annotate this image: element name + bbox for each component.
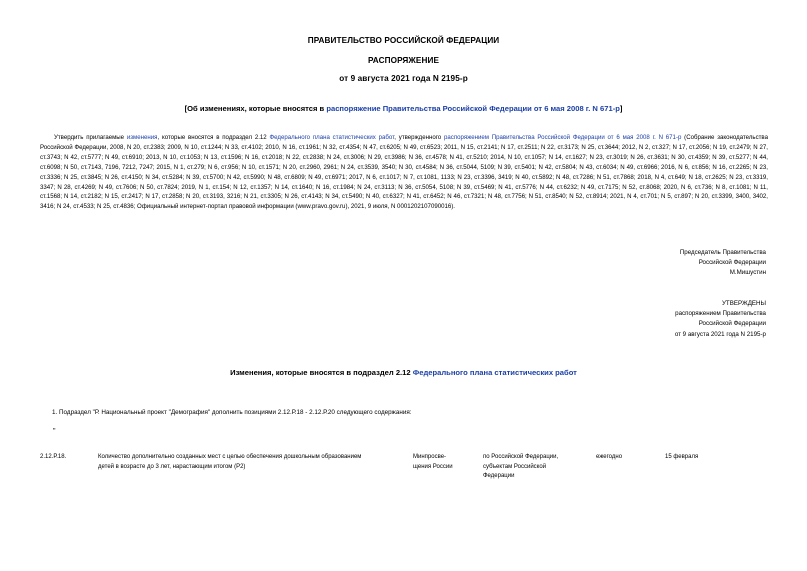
signature-line-2: Российской Федерации [698,259,766,267]
approved-line-1: УТВЕРЖДЕНЫ [722,300,766,307]
body-paragraph [40,133,768,212]
row-level [483,453,583,482]
section-title-text: Изменения, которые вносятся в подраздел 2.12 [230,368,413,377]
row-level-line-1: по Российской Федерации, [483,454,559,460]
document-org: ПРАВИТЕЛЬСТВО РОССИЙСКОЙ ФЕДЕРАЦИИ [307,36,500,45]
signature-line-3: М.Мишустин [729,269,766,277]
title-prefix: [Об изменениях, которые вносятся в [184,104,327,113]
order-671-link[interactable]: распоряжением Правительства Российской Федерации от 6 мая 2008 г. N 671-р [444,134,682,141]
row-description-line-1: Количество дополнительно созданных мест с целью обеспечения дошкольным образованием [98,454,362,460]
body-text-a: Утвердить прилагаемые [54,134,127,141]
row-agency [413,453,473,472]
row-level-line-3: Федерации [483,473,515,480]
body-text-c: , утвержденного [394,134,444,141]
approved-line-2: распоряжением Правительства [675,310,766,318]
row-deadline: 15 февраля [665,454,699,460]
row-agency-line-2: щения России [413,463,453,470]
document-type: РАСПОРЯЖЕНИЕ [367,56,440,65]
row-code: 2.12.Р.18. [40,454,67,460]
section-plan-link[interactable]: Федерального плана статистических работ [412,368,577,377]
document-title [0,104,807,113]
signature-block [516,248,766,279]
opening-quote: " [53,428,56,435]
item-1-text: 1. Подраздел "Р. Национальный проект "Демография" дополнить позициями 2.12.Р.18 - 2.12.Р.20 следующего содержания: [52,409,412,416]
changes-link[interactable]: изменения [126,134,158,141]
row-level-line-2: субъектам Российской [483,463,547,470]
title-link[interactable]: распоряжение Правительства Российской Федерации от 6 мая 2008 г. N 671-р [326,104,620,113]
section-title [0,368,807,377]
approved-line-3: Российской Федерации [698,320,766,328]
row-description-line-2: детей в возрасте до 3 лет, нарастающим итогом (Р2) [98,463,246,470]
document-date: от 9 августа 2021 года N 2195-р [339,74,468,83]
body-text-b: , которые вносятся в подраздел 2.12 [157,134,270,141]
approved-line-4: от 9 августа 2021 года N 2195-р [674,330,766,338]
federal-plan-link[interactable]: Федерального плана статистических работ [269,134,395,141]
signature-line-1: Председатель Правительства [679,249,766,256]
approved-block [516,299,766,340]
title-suffix: ] [619,104,623,113]
body-text-d: (Собрание законодательства Российской Федерации, 2008, N 20, ст.2383; 2009, N 10, ст.1244; N 33, ст.4102; 2010, N 16, ст.1961; N 32, ст.4354; N 47, ст.6205; N 49, ст.6523; 2011, N 15, ст.2141; N 17, ст.2511; N 22, ст.3173; N 25, ст.3644; 2012, N 2, ст.327; N 17, ст.2056; N 19, ст.2479; N 27, ст.3743; N 42, ст.5777; N 49, ст.6910; 2013, N 10, ст.1053; N 13, ст.1596; N 16, ст.2018; N 22, ст.2838; N 24, ст.3006; N 29, ст.3986; N 36, ст.4578; N 41, ст.5210; 2014, N 10, ст.1057; N 14, ст.1627; N 23, ст.3019; N 26, ст.3631; N 30, ст.4359; N 39, ст.5277; N 44, ст.6098; N 50, ст.7143, 7196, 7212, 7247; 2015, N 1, ст.279; N 6, ст.956; N 10, ст.1571; N 20, ст.2960, 2961; N 24, ст.3539, 3540; N 30, ст.4584; N 36, ст.5044, 5109; N 39, ст.5401; N 42, ст.5804; N 43, ст.6034; N 49, ст.6966; 2016, N 6, ст.856; N 16, ст.2265; N 23, ст.3336; N 25, ст.3845; N 26, ст.4150; N 34, ст.5284; N 39, ст.5700; N 42, ст.5990; N 48, ст.6809; N 49, ст.6971; 2017, N 6, ст.1017; N 7, ст.1081, 1133; N 23, ст.3396, 3419; N 40, ст.5892; N 48, ст.7286; N 51, ст.7868; 2018, N 4, ст.649; N 18, ст.2625; N 23, ст.3319, 3347; N 28, ст.4269; N 49, ст.7606; N 50, ст.7824; 2019, N 1, ст.154; N 12, ст.1357; N 14, ст.1640; N 16, ст.1984; N 24, ст.3113; N 36, ст.5054, 5108; N 39, ст.5469; N 41, ст.5776; N 44, ст.6232; N 49, ст.7175; N 52, ст.8068; 2020, N 6, ст.736; N 8, ст.1081; N 11, ст.1568; N 14, ст.2182; N 15, ст.2417; N 17, ст.2858; N 20, ст.3193, 3216; N 21, ст.3305; N 26, ст.4143; N 34, ст.5490; N 40, ст.6327; N 41, ст.6452; N 46, ст.7321; N 48, ст.7756; N 51, ст.8540; N 52, ст.8914; 2021, N 4, ст.701; N 5, ст.897; N 20, ст.3399, 3400, 3402, 3416; N 24, ст.4533; N 25, ст.4836; Официальный интернет-портал правовой информации (www.pravo.gov.ru), 2021, 9 июля, N 0001202107090016). [40,134,768,211]
row-periodicity: ежегодно [596,454,623,460]
row-agency-line-1: Минпросве- [413,454,447,460]
row-description [98,453,398,472]
